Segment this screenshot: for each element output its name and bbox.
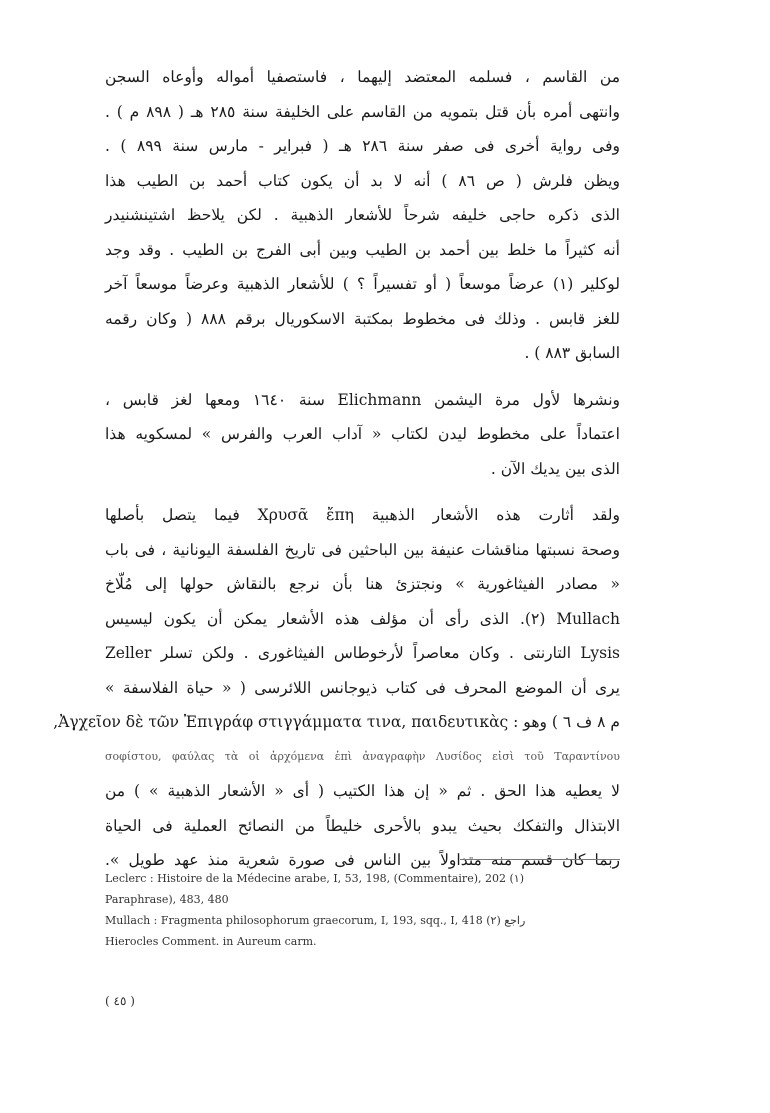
text-line: وانتهى أمره بأن قتل بتمويه من القاسم على الخليفة سنة ٢٨٥ هـ ( ٨٩٨ م ) . xyxy=(105,102,621,121)
text-line: السابق ٨٨٣ ) . xyxy=(524,344,620,362)
text-line: لا يعطيه هذا الحق . ثم « إن هذا الكتيب ( أى « الأشعار الذهبية » ) من xyxy=(105,782,620,800)
footnote-line: Paraphrase), 483, 480 xyxy=(105,893,229,906)
text-line: ربما كان قسم منه متداولاً بين الناس فى صورة شعرية منذ عهد طويل ». xyxy=(105,851,620,869)
text-line: Lysis التارنتى . وكان معاصراً لأرخوطاس الفيثاغورى . ولكن تسلر Zeller xyxy=(105,644,620,662)
footnote-divider xyxy=(460,859,620,860)
text-line: وفى رواية أخرى فى صفر سنة ٢٨٦ هـ ( فبراير - مارس سنة ٨٩٩ ) . xyxy=(105,137,620,155)
text-line: Mullach (٢). الذى رأى أن مؤلف هذه الأشعار يمكن أن يكون ليسيس xyxy=(105,609,620,628)
body-text xyxy=(53,60,621,878)
text-line: لوكلير (١) عرضاً موسعاً ( أو تفسيراً ؟ ) للأشعار الذهبية وعرضاً موسعاً آخر xyxy=(105,275,620,293)
text-line: اعتماداً على مخطوط ليدن لكتاب « آداب العرب والفرس » لمسكويه هذا xyxy=(105,425,620,443)
text-line: ونشرها لأول مرة اليشمن Elichmann سنة ١٦٤٠ ومعها لغز قابس ، xyxy=(105,390,620,409)
paragraph-1 xyxy=(105,60,620,371)
footnote-line: Leclerc : Histoire de la Médecine arabe, I, 53, 198, (Commentaire), 202 (١) xyxy=(105,872,524,885)
footnotes xyxy=(105,868,620,952)
paragraph-3 xyxy=(53,498,621,878)
text-line: الابتذال والتفكك بحيث يبدو بالأحرى خليطاً من النصائح العملية فى الحياة xyxy=(105,816,620,835)
text-line: ولقد أثارت هذه الأشعار الذهبية Χρυσᾶ ἔπη فيما يتصل بأصلها xyxy=(105,506,621,524)
greek-quotation-line: σοφίστου, φαύλας τὰ οἱ ἀρχόμενα ἐπὶ ἀναγραφὴν Λυσίδος εἰσὶ τοῦ Ταραντίνου xyxy=(105,749,620,763)
footnote-line: Hierocles Comment. in Aureum carm. xyxy=(105,935,317,948)
text-line: يرى أن الموضع المحرف فى كتاب ذيوجانس اللائرسى ( « حياة الفلاسفة » xyxy=(105,678,620,697)
text-line: الذى بين يديك الآن . xyxy=(490,459,620,478)
text-line: للغز قابس . وذلك فى مخطوط بمكتبة الاسكوريال برقم ٨٨٨ ( وكان رقمه xyxy=(105,309,620,328)
text-line: وصحة نسبتها مناقشات عنيفة بين الباحثين فى تاريخ الفلسفة اليونانية ، فى باب xyxy=(105,540,620,559)
text-line: « مصادر الفيثاغورية » ونجتزئ هنا بأن نرجع بالنقاش حولها إلى مُلّاخ xyxy=(105,575,620,593)
text-line: أنه كثيراً ما خلط بين أحمد بن الطيب وبين أبى الفرج بن الطيب . وقد وجد xyxy=(105,240,620,259)
text-line: الذى ذكره حاجى خليفه شرحاً للأشعار الذهبية . لكن يلاحظ اشتينشنيدر xyxy=(105,206,620,224)
text-line: ويظن فلرش ( ص ٨٦ ) أنه لا بد أن يكون كتاب أحمد بن الطيب هذا xyxy=(105,171,620,190)
page-number: ( ٤٥ ) xyxy=(105,994,135,1008)
paragraph-2 xyxy=(105,383,620,487)
text-line: من القاسم ، فسلمه المعتضد إليهما ، فاستصفيا أمواله وأوعاه السجن xyxy=(105,68,620,86)
footnote-line: Mullach : Fragmenta philosophorum graecorum, I, 193, sqq., I, 418 راجع (٢) xyxy=(105,914,526,927)
text-line: م ٨ ف ٦ ) وهو : Ἀγχεῖον δὲ τῶν Ἐπιγράφ στιγγάμματα τινα, παιδευτικὰς, xyxy=(53,713,620,731)
